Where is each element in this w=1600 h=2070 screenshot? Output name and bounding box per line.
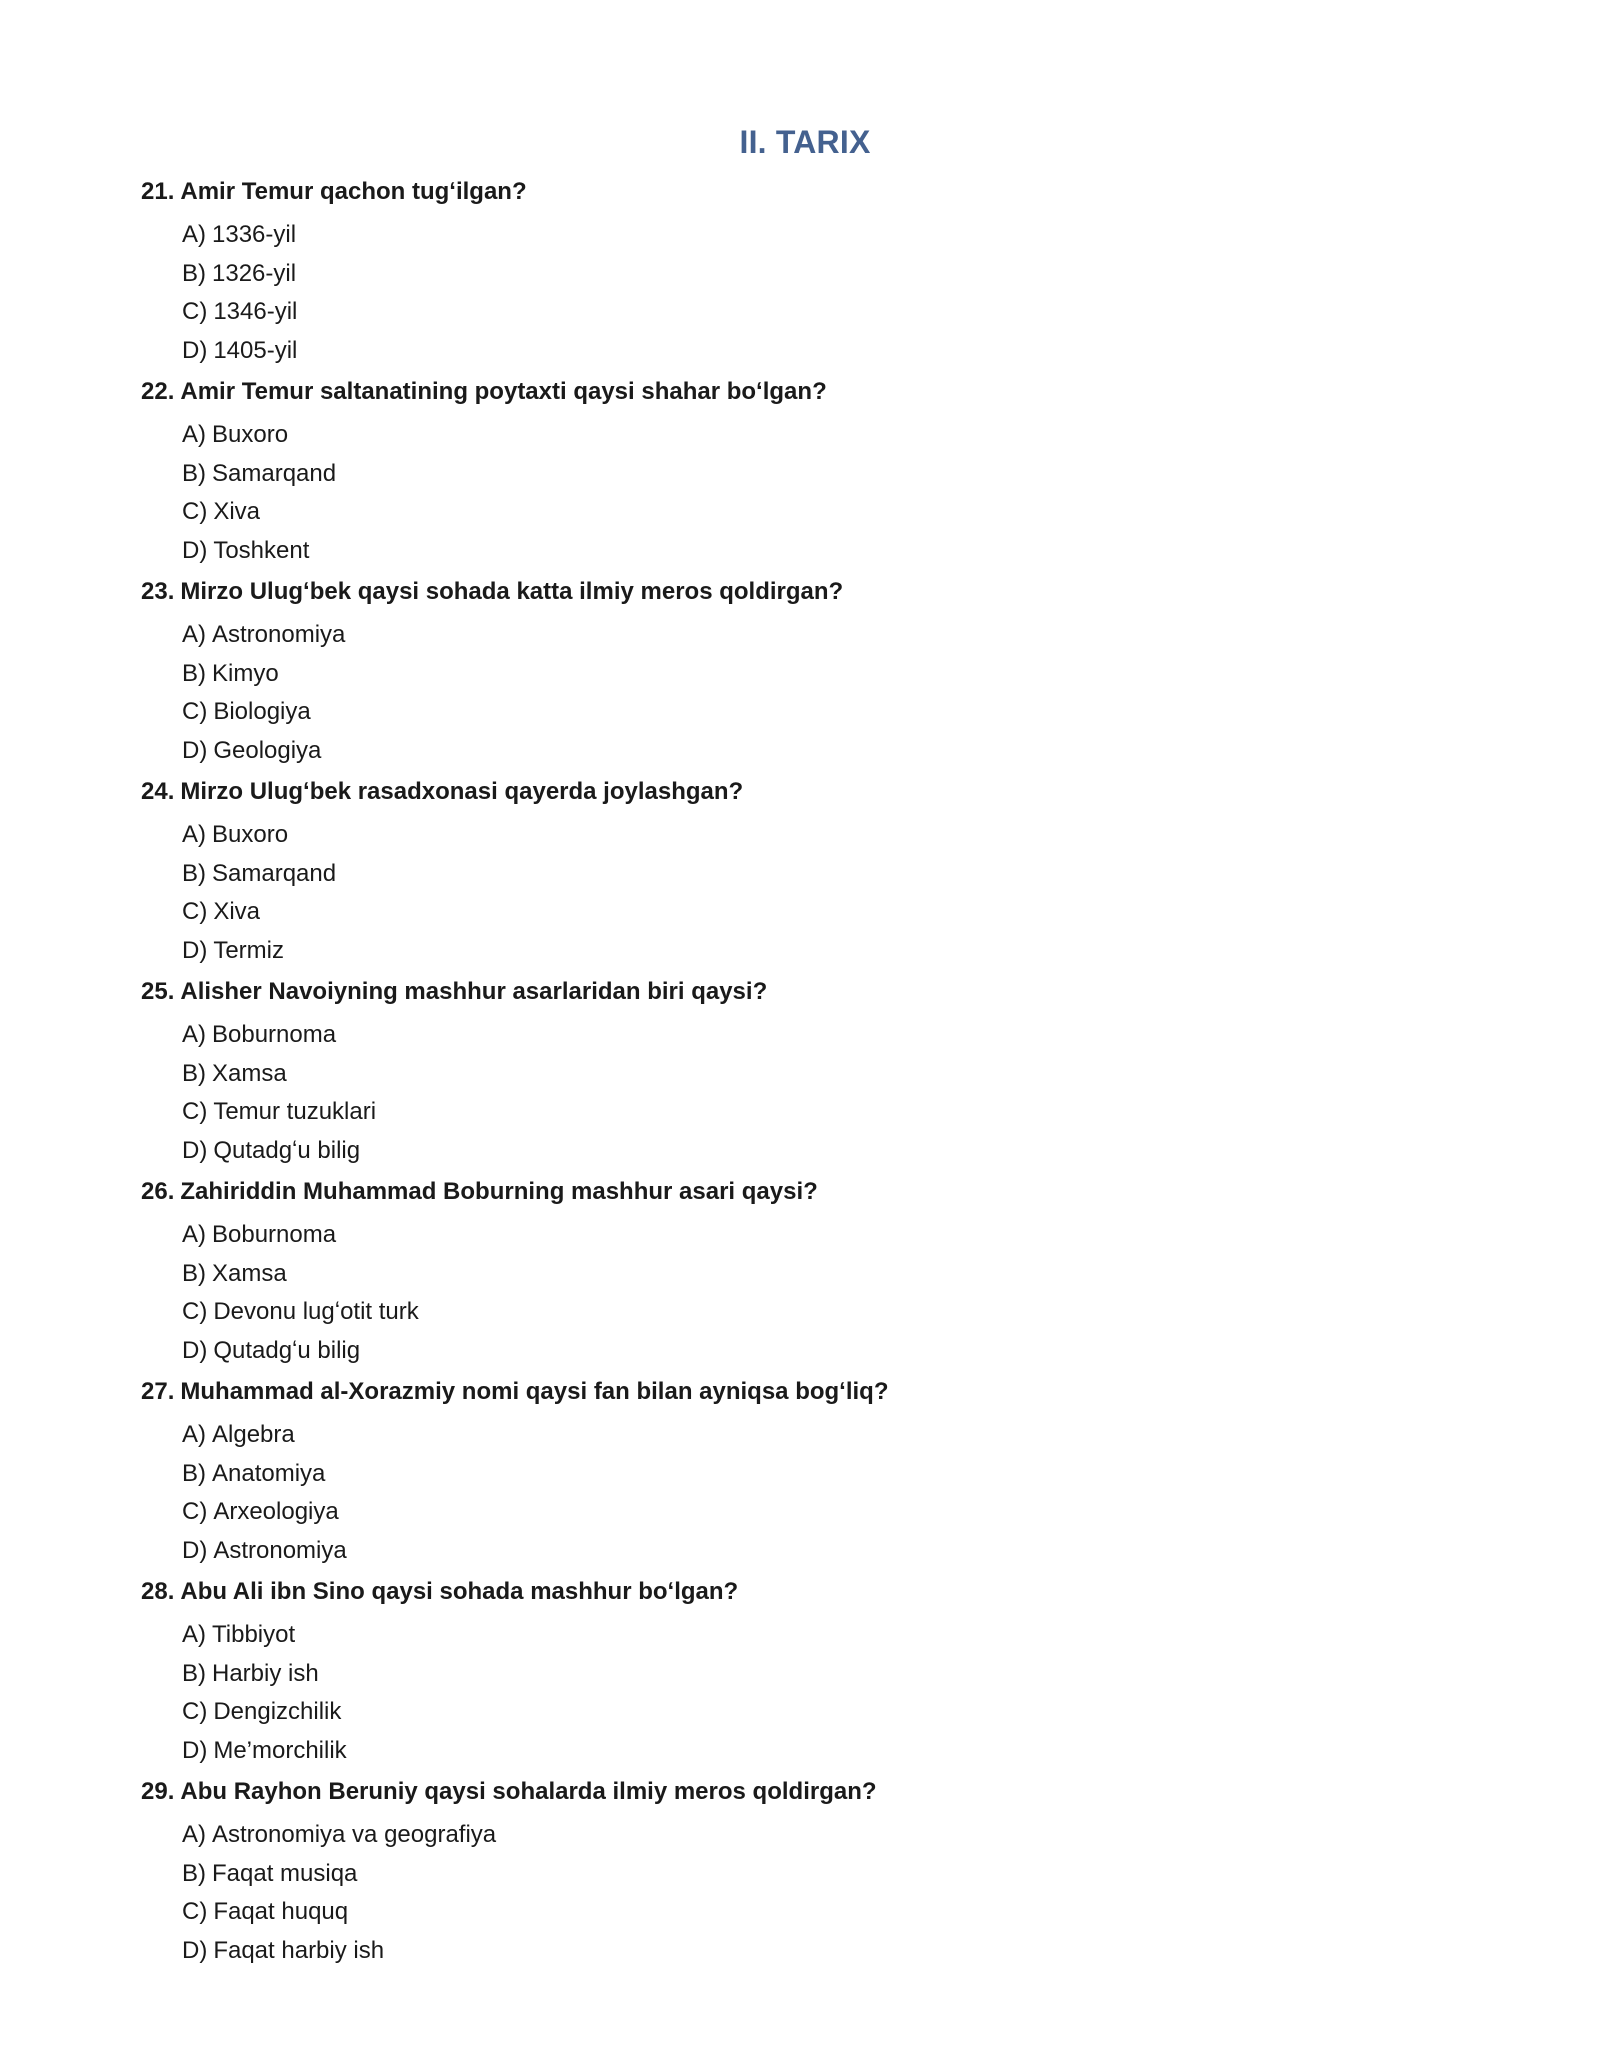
question-item bbox=[141, 1374, 1461, 1574]
option-letter: D) bbox=[182, 1336, 208, 1364]
option-text: Termiz bbox=[213, 936, 284, 964]
option-letter: A) bbox=[182, 1021, 206, 1048]
question-text bbox=[141, 1174, 1461, 1210]
answer-option bbox=[182, 1732, 1461, 1771]
option-text: Xamsa bbox=[212, 1059, 287, 1087]
option-letter: C) bbox=[182, 1298, 208, 1325]
answer-option bbox=[182, 1093, 1461, 1132]
option-text: Toshkent bbox=[213, 536, 310, 564]
option-letter: A) bbox=[182, 221, 206, 248]
answer-option bbox=[182, 893, 1461, 932]
answer-option bbox=[182, 1616, 1461, 1655]
option-letter: C) bbox=[182, 1898, 208, 1925]
question-number: 23. bbox=[141, 578, 175, 605]
answer-option bbox=[182, 1532, 1461, 1571]
option-text: Boburnoma bbox=[212, 1021, 337, 1048]
answer-option bbox=[182, 1332, 1461, 1371]
answer-option bbox=[182, 1655, 1461, 1694]
question-text bbox=[141, 374, 1461, 410]
option-text: Qutadgʻu bilig bbox=[213, 1136, 361, 1164]
answer-option bbox=[182, 332, 1461, 371]
question-label: Muhammad al-Xorazmiy nomi qaysi fan bilan ayniqsa bogʻliq? bbox=[180, 1378, 889, 1405]
question-label: Amir Temur saltanatining poytaxti qaysi shahar boʻlgan? bbox=[180, 378, 827, 405]
answer-option bbox=[182, 1893, 1461, 1932]
answer-option bbox=[182, 493, 1461, 532]
option-text: Kimyo bbox=[212, 659, 279, 687]
answer-option bbox=[182, 816, 1461, 855]
answer-options bbox=[141, 1810, 1461, 1974]
answer-option bbox=[182, 855, 1461, 894]
question-text bbox=[141, 774, 1461, 810]
question-label: Alisher Navoiyning mashhur asarlaridan biri qaysi? bbox=[180, 978, 768, 1005]
answer-option bbox=[182, 1293, 1461, 1332]
question-text bbox=[141, 574, 1461, 610]
option-text: Boburnoma bbox=[212, 1221, 337, 1248]
question-item bbox=[141, 774, 1461, 974]
answer-option bbox=[182, 532, 1461, 571]
option-text: Faqat huquq bbox=[213, 1898, 349, 1925]
answer-option bbox=[182, 1455, 1461, 1494]
answer-options bbox=[141, 410, 1461, 574]
option-letter: A) bbox=[182, 421, 206, 448]
question-text bbox=[141, 1574, 1461, 1610]
answer-option bbox=[182, 1855, 1461, 1894]
question-number: 21. bbox=[141, 178, 175, 205]
answer-options bbox=[141, 810, 1461, 974]
answer-option bbox=[182, 1216, 1461, 1255]
option-text: Buxoro bbox=[212, 821, 289, 848]
section-title: II. TARIX bbox=[739, 124, 871, 160]
option-letter: C) bbox=[182, 898, 208, 925]
question-label: Mirzo Ulugʻbek rasadxonasi qayerda joylashgan? bbox=[180, 778, 744, 805]
answer-option bbox=[182, 1816, 1461, 1855]
answer-option bbox=[182, 293, 1461, 332]
answer-option bbox=[182, 1016, 1461, 1055]
answer-option bbox=[182, 1055, 1461, 1094]
option-letter: D) bbox=[182, 1136, 208, 1164]
question-number: 28. bbox=[141, 1578, 175, 1605]
option-text: Qutadgʻu bilig bbox=[213, 1336, 361, 1364]
option-letter: B) bbox=[182, 1659, 206, 1687]
answer-option bbox=[182, 216, 1461, 255]
option-letter: D) bbox=[182, 1736, 208, 1764]
answer-option bbox=[182, 1255, 1461, 1294]
option-letter: B) bbox=[182, 1059, 206, 1087]
answer-option bbox=[182, 416, 1461, 455]
option-text: Biologiya bbox=[213, 698, 311, 725]
question-list bbox=[141, 174, 1461, 1974]
option-letter: A) bbox=[182, 621, 206, 648]
option-letter: B) bbox=[182, 259, 206, 287]
answer-option bbox=[182, 1416, 1461, 1455]
answer-option bbox=[182, 932, 1461, 971]
answer-options bbox=[141, 1410, 1461, 1574]
option-text: Buxoro bbox=[212, 421, 289, 448]
option-text: Xamsa bbox=[212, 1259, 287, 1287]
option-text: 1405-yil bbox=[213, 336, 298, 364]
option-text: Astronomiya bbox=[213, 1536, 347, 1564]
option-letter: D) bbox=[182, 736, 208, 764]
question-number: 25. bbox=[141, 978, 175, 1005]
option-text: Arxeologiya bbox=[213, 1498, 339, 1525]
option-letter: A) bbox=[182, 1621, 206, 1648]
question-label: Abu Ali ibn Sino qaysi sohada mashhur boʻlgan? bbox=[180, 1578, 739, 1605]
question-number: 24. bbox=[141, 778, 175, 805]
question-number: 27. bbox=[141, 1378, 175, 1405]
question-number: 22. bbox=[141, 378, 175, 405]
question-item bbox=[141, 1174, 1461, 1374]
question-text bbox=[141, 1774, 1461, 1810]
option-text: Temur tuzuklari bbox=[213, 1098, 377, 1125]
answer-option bbox=[182, 1693, 1461, 1732]
question-label: Zahiriddin Muhammad Boburning mashhur asari qaysi? bbox=[180, 1178, 818, 1205]
option-text: Dengizchilik bbox=[213, 1698, 342, 1725]
option-text: Faqat musiqa bbox=[212, 1859, 358, 1887]
option-letter: B) bbox=[182, 1259, 206, 1287]
question-item bbox=[141, 974, 1461, 1174]
answer-option bbox=[182, 1132, 1461, 1171]
answer-option bbox=[182, 693, 1461, 732]
option-letter: B) bbox=[182, 459, 206, 487]
question-number: 26. bbox=[141, 1178, 175, 1205]
option-letter: C) bbox=[182, 1498, 208, 1525]
option-letter: C) bbox=[182, 298, 208, 325]
question-item bbox=[141, 374, 1461, 574]
answer-option bbox=[182, 255, 1461, 294]
answer-options bbox=[141, 610, 1461, 774]
option-letter: D) bbox=[182, 536, 208, 564]
option-text: Astronomiya bbox=[212, 621, 346, 648]
option-text: 1326-yil bbox=[212, 259, 297, 287]
option-text: Samarqand bbox=[212, 459, 337, 487]
answer-options bbox=[141, 1010, 1461, 1174]
option-letter: A) bbox=[182, 1421, 206, 1448]
option-text: Devonu lugʻotit turk bbox=[213, 1298, 419, 1325]
answer-option bbox=[182, 455, 1461, 494]
option-letter: A) bbox=[182, 1821, 206, 1848]
option-letter: C) bbox=[182, 1698, 208, 1725]
question-label: Amir Temur qachon tugʻilgan? bbox=[180, 178, 527, 205]
option-text: Xiva bbox=[213, 498, 261, 525]
answer-option bbox=[182, 655, 1461, 694]
option-letter: D) bbox=[182, 336, 208, 364]
answer-option bbox=[182, 1493, 1461, 1532]
option-letter: D) bbox=[182, 1936, 208, 1964]
question-label: Abu Rayhon Beruniy qaysi sohalarda ilmiy meros qoldirgan? bbox=[180, 1778, 877, 1805]
option-letter: D) bbox=[182, 936, 208, 964]
option-text: Faqat harbiy ish bbox=[213, 1936, 385, 1964]
answer-option bbox=[182, 1932, 1461, 1971]
option-letter: B) bbox=[182, 1859, 206, 1887]
option-text: Xiva bbox=[213, 898, 261, 925]
option-letter: B) bbox=[182, 659, 206, 687]
option-text: Samarqand bbox=[212, 859, 337, 887]
option-text: 1346-yil bbox=[213, 298, 298, 325]
option-text: Astronomiya va geografiya bbox=[212, 1821, 497, 1848]
option-text: 1336-yil bbox=[212, 221, 297, 248]
answer-options bbox=[141, 210, 1461, 374]
question-text bbox=[141, 174, 1461, 210]
answer-option bbox=[182, 732, 1461, 771]
option-letter: B) bbox=[182, 1459, 206, 1487]
question-item bbox=[141, 574, 1461, 774]
question-text bbox=[141, 1374, 1461, 1410]
option-text: Geologiya bbox=[213, 736, 322, 764]
question-text bbox=[141, 974, 1461, 1010]
question-label: Mirzo Ulugʻbek qaysi sohada katta ilmiy meros qoldirgan? bbox=[180, 578, 844, 605]
answer-options bbox=[141, 1610, 1461, 1774]
question-item bbox=[141, 174, 1461, 374]
answer-option bbox=[182, 616, 1461, 655]
option-letter: C) bbox=[182, 698, 208, 725]
option-text: Harbiy ish bbox=[212, 1659, 319, 1687]
option-text: Algebra bbox=[212, 1421, 295, 1448]
answer-options bbox=[141, 1210, 1461, 1374]
question-number: 29. bbox=[141, 1778, 175, 1805]
option-letter: A) bbox=[182, 1221, 206, 1248]
option-letter: C) bbox=[182, 1098, 208, 1125]
option-letter: A) bbox=[182, 821, 206, 848]
option-letter: D) bbox=[182, 1536, 208, 1564]
option-text: Me’morchilik bbox=[213, 1736, 347, 1764]
option-text: Anatomiya bbox=[212, 1459, 326, 1487]
option-text: Tibbiyot bbox=[212, 1621, 296, 1648]
option-letter: B) bbox=[182, 859, 206, 887]
question-item bbox=[141, 1574, 1461, 1774]
option-letter: C) bbox=[182, 498, 208, 525]
question-item bbox=[141, 1774, 1461, 1974]
